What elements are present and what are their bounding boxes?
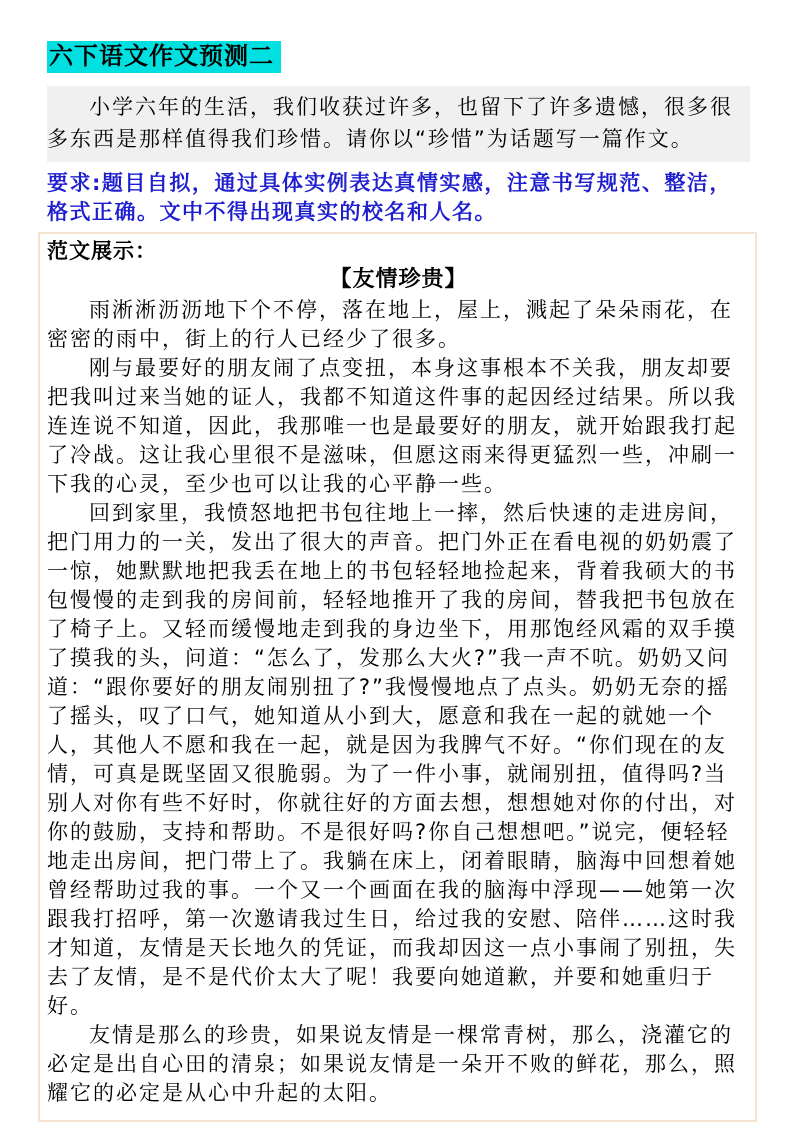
sample-essay-box [38, 232, 757, 1122]
essay-paragraph: 回到家里，我愤怒地把书包往地上一摔，然后快速的走进房间，把门用力的一关，发出了很大的声音。把门外正在看电视的奶奶震了一惊，她默默地把我丢在地上的书包轻轻地捡起来，背着我硕大的书包慢慢的走到我的房间前，轻轻地推开了我的房间，替我把书包放在了椅子上。又轻而缓慢地走到我的身边坐下，用那饱经风霜的双手摸了摸我的头，问道：“怎么了，发那么大火?”我一声不吭。奶奶又问道：“跟你要好的朋友闹别扭了?”我慢慢地点了点头。奶奶无奈的摇了摇头，叹了口气，她知道从小到大，愿意和我在一起的就她一个人，其他人不愿和我在一起，就是因为我脾气不好。“你们现在的友情，可真是既坚固又很脆弱。为了一件小事，就闹别扭，值得吗?当别人对你有些不好时，你就往好的方面去想，想想她对你的付出，对你的鼓励，支持和帮助。不是很好吗?你自己想想吧。”说完，便轻轻地走出房间，把门带上了。我躺在床上，闭着眼睛，脑海中回想着她曾经帮助过我的事。一个又一个画面在我的脑海中浮现——她第一次跟我打招呼，第一次邀请我过生日，给过我的安慰、陪伴……这时我才知道，友情是天长地久的凭证，而我却因这一点小事闹了别扭，失去了友情，是不是代价太大了呢！我要向她道歉，并要和她重归于好。 [47, 500, 737, 1018]
document-title: 六下语文作文预测二 [47, 41, 281, 73]
essay-paragraph: 刚与最要好的朋友闹了点变扭，本身这事根本不关我，朋友却要把我叫过来当她的证人，我都不知道这件事的起因经过结果。所以我连连说不知道，因此，我那唯一也是最要好的朋友，就开始跟我打起了冷战。这让我心里很不是滋味，但愿这雨来得更猛烈一些，冲刷一下我的心灵，至少也可以让我的心平静一些。 [47, 355, 737, 496]
sample-label: 范文展示： [47, 238, 157, 263]
essay-paragraph: 友情是那么的珍贵，如果说友情是一棵常青树，那么，浇灌它的必定是出自心田的清泉；如果说友情是一朵开不败的鲜花，那么，照耀它的必定是从心中升起的太阳。 [47, 1022, 737, 1105]
essay-paragraph: 雨淅淅沥沥地下个不停，落在地上，屋上，溅起了朵朵雨花，在密密的雨中，街上的行人已经少了很多。 [47, 297, 733, 351]
essay-title: 【友情珍贵】 [329, 266, 468, 292]
prompt-paragraph: 小学六年的生活，我们收获过许多，也留下了许多遗憾，很多很多东西是那样值得我们珍惜。请你以“珍惜”为话题写一篇作文。 [47, 86, 750, 162]
requirement-text: 要求:题目自拟，通过具体实例表达真情实感，注意书写规范、整洁，格式正确。文中不得出现真实的校名和人名。 [47, 170, 732, 224]
